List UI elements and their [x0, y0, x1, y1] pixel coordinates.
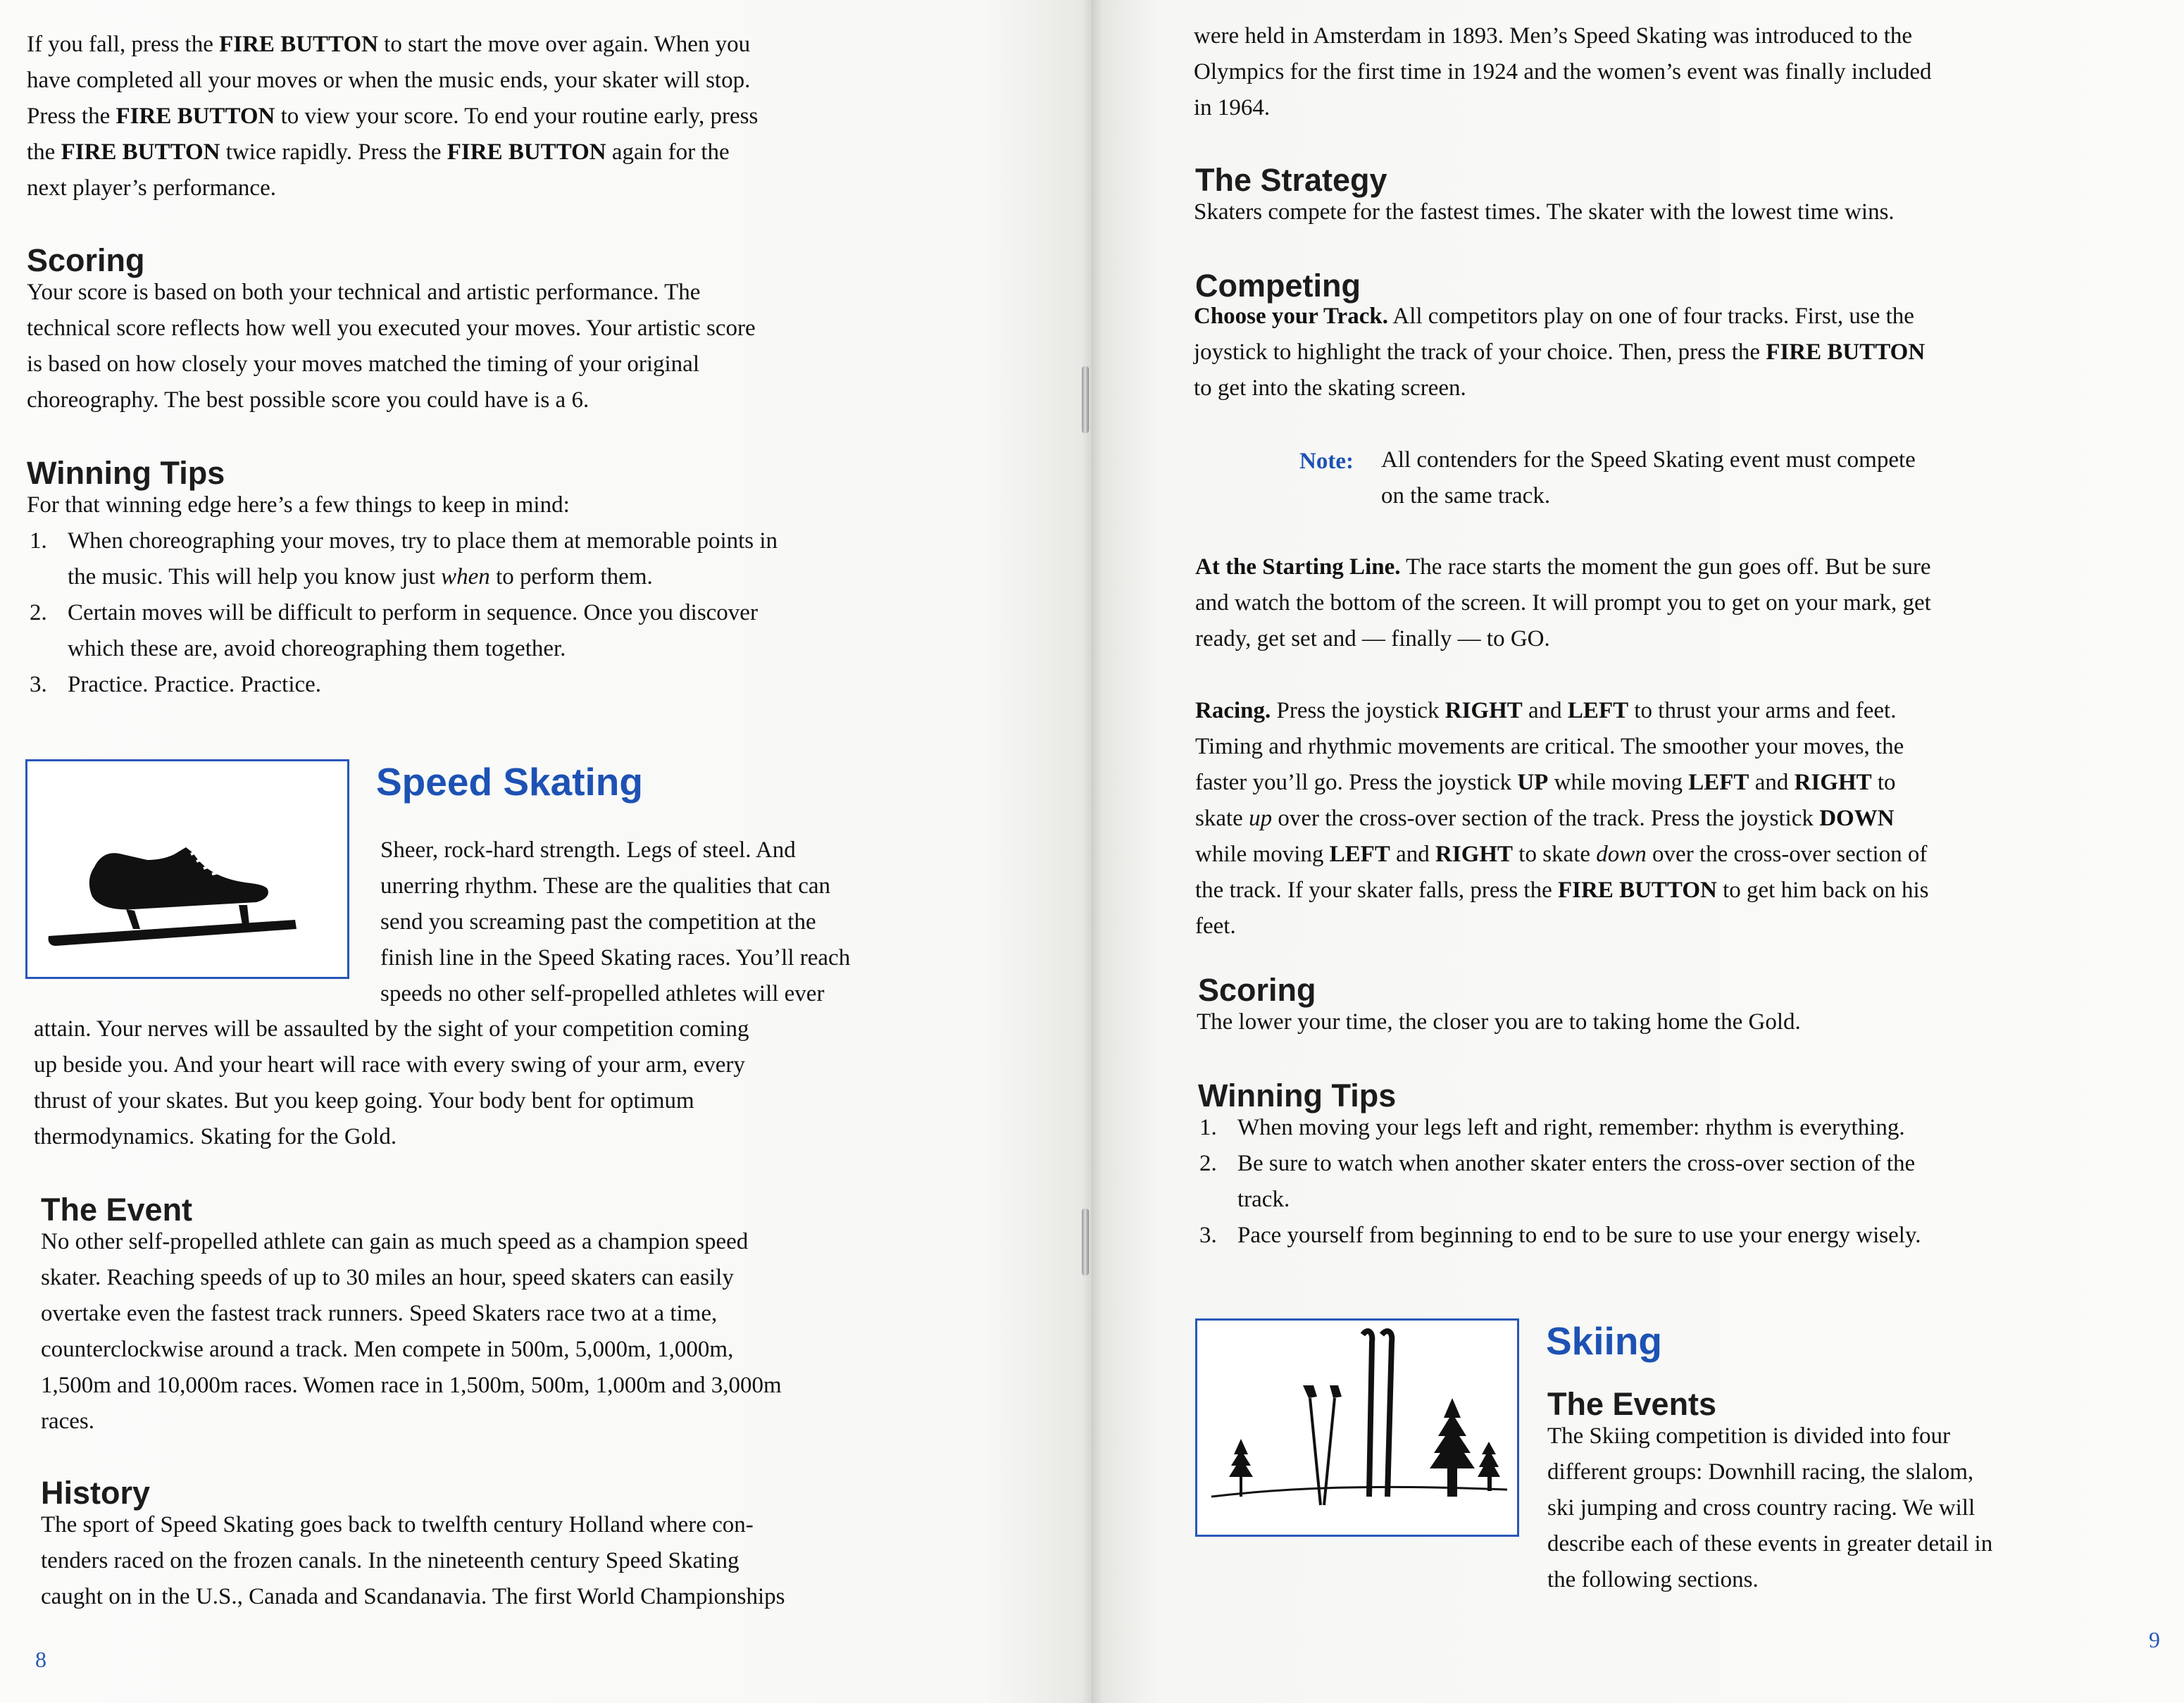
text-line: describe each of these events in greater detail in [1547, 1531, 1993, 1557]
text-line: Racing. Press the joystick RIGHT and LEFT to thrust your arms and feet. [1195, 698, 1897, 723]
speed-skating-illustration [25, 759, 349, 979]
strategy-heading: The Strategy [1195, 162, 1387, 198]
text-line: ready, get set and — finally — to GO. [1195, 626, 1550, 651]
text-line: No other self-propelled athlete can gain as much speed as a champion speed [41, 1229, 749, 1254]
competing-text [1194, 299, 1925, 406]
text-line: to get into the skating screen. [1194, 375, 1466, 401]
text-line: on the same track. [1381, 483, 1551, 509]
text-line: up beside you. And your heart will race with every swing of your arm, every [34, 1052, 745, 1078]
text-line: Olympics for the first time in 1924 and the women’s event was finally included [1194, 59, 1932, 85]
text-line: speeds no other self-propelled athletes will ever [380, 981, 825, 1006]
text-line: races. [41, 1409, 95, 1434]
text-line: the following sections. [1547, 1567, 1759, 1592]
text-line: in 1964. [1194, 95, 1271, 120]
text-line: skate up over the cross-over section of the track. Press the joystick DOWN [1195, 806, 1895, 831]
text-line: different groups: Downhill racing, the slalom, [1547, 1459, 1974, 1485]
list-number: 1. [1199, 1115, 1217, 1140]
text-line: is based on how closely your moves matched the timing of your original [27, 351, 699, 377]
text-line: skater. Reaching speeds of up to 30 miles an hour, speed skaters can easily [41, 1265, 734, 1290]
list-item [30, 595, 1016, 667]
text-line: The Skiing competition is divided into four [1547, 1423, 1950, 1449]
history-continued-text [1194, 18, 1932, 126]
text-line: Pace yourself from beginning to end to be sure to use your energy wisely. [1237, 1223, 1921, 1248]
racing-text [1195, 693, 1929, 944]
text-line: Choose your Track. All competitors play on one of four tracks. First, use the [1194, 304, 1914, 329]
text-line: tenders raced on the frozen canals. In the nineteenth century Speed Skating [41, 1548, 740, 1573]
text-line: Practice. Practice. Practice. [68, 672, 322, 697]
text-line: Sheer, rock-hard strength. Legs of steel. And [380, 837, 796, 863]
text-line: the FIRE BUTTON twice rapidly. Press the FIRE BUTTON again for the [27, 139, 730, 165]
text-line: unerring rhythm. These are the qualities that can [380, 873, 831, 899]
left-tips-intro: For that winning edge here’s a few things to keep in mind: [27, 492, 570, 518]
events-text [1547, 1418, 1992, 1598]
text-line: faster you’ll go. Press the joystick UP while moving LEFT and RIGHT to [1195, 770, 1896, 795]
text-line: feet. [1195, 913, 1236, 939]
list-item [30, 667, 1016, 703]
right-page [1092, 0, 2184, 1703]
text-line: overtake even the fastest track runners. Speed Skaters race two at a time, [41, 1301, 718, 1326]
list-item [1199, 1218, 2171, 1254]
list-item [1199, 1146, 2171, 1218]
text-line: technical score reflects how well you executed your moves. Your artistic score [27, 316, 756, 341]
text-line: next player’s performance. [27, 175, 276, 201]
text-line: Certain moves will be difficult to perform in sequence. Once you discover [68, 600, 758, 625]
text-line: have completed all your moves or when the music ends, your skater will stop. [27, 68, 751, 93]
right-scoring-text [1197, 1004, 1801, 1040]
list-number: 3. [1199, 1223, 1217, 1248]
text-line: thermodynamics. Skating for the Gold. [34, 1124, 397, 1149]
text-line: the track. If your skater falls, press the FIRE BUTTON to get him back on his [1195, 878, 1929, 903]
speed-skating-side-text [380, 832, 850, 1012]
skiing-heading: Skiing [1546, 1319, 1663, 1363]
text-line: Be sure to watch when another skater enters the cross-over section of the [1237, 1151, 1916, 1176]
text-line: If you fall, press the FIRE BUTTON to start the move over again. When you [27, 32, 751, 57]
text-line: joystick to highlight the track of your choice. Then, press the FIRE BUTTON [1194, 339, 1926, 365]
competing-heading: Competing [1195, 268, 1361, 304]
left-scoring-text [27, 275, 756, 418]
text-line: All contenders for the Speed Skating event must compete [1381, 447, 1916, 473]
text-line: 1,500m and 10,000m races. Women race in 1,500m, 500m, 1,000m and 3,000m [41, 1373, 782, 1398]
event-text [41, 1224, 782, 1440]
history-heading: History [41, 1475, 151, 1511]
list-number: 2. [1199, 1151, 1217, 1176]
right-tips-list [1199, 1110, 2171, 1254]
text-line: caught on in the U.S., Canada and Scandanavia. The first World Championships [41, 1584, 785, 1609]
list-number: 2. [30, 600, 47, 625]
list-number: 1. [30, 528, 47, 554]
text-line: the music. This will help you know just when to perform them. [68, 564, 653, 590]
text-line: send you screaming past the competition at the [380, 909, 816, 935]
skiing-illustration [1195, 1318, 1519, 1537]
text-line: ski jumping and cross country racing. We will [1547, 1495, 1976, 1521]
left-intro [27, 27, 758, 206]
text-line: Skaters compete for the fastest times. The skater with the lowest time wins. [1194, 199, 1895, 225]
text-line: while moving LEFT and RIGHT to skate down over the cross-over section of [1195, 842, 1928, 867]
event-heading: The Event [41, 1192, 193, 1228]
text-line: The sport of Speed Skating goes back to twelfth century Holland where con- [41, 1512, 754, 1537]
text-line: When moving your legs left and right, remember: rhythm is everything. [1237, 1115, 1905, 1140]
strategy-text [1194, 194, 1895, 230]
text-line: The lower your time, the closer you are to taking home the Gold. [1197, 1009, 1801, 1035]
text-line: attain. Your nerves will be assaulted by the sight of your competition coming [34, 1016, 749, 1042]
left-tips-heading: Winning Tips [27, 455, 225, 491]
speed-skating-heading: Speed Skating [376, 760, 643, 804]
ski-scene-icon [1197, 1321, 1517, 1535]
text-line: Press the FIRE BUTTON to view your score. To end your routine early, press [27, 104, 759, 129]
text-line: track. [1237, 1187, 1290, 1212]
text-line: finish line in the Speed Skating races. You’ll reach [380, 945, 851, 971]
starting-line-text [1195, 549, 1931, 657]
staple-top [1082, 366, 1089, 433]
text-line: which these are, avoid choreographing them together. [68, 636, 566, 661]
page-number-left: 8 [35, 1647, 46, 1672]
right-tips-heading: Winning Tips [1198, 1078, 1397, 1114]
text-line: were held in Amsterdam in 1893. Men’s Speed Skating was introduced to the [1194, 23, 1913, 49]
text-line: thrust of your skates. But you keep going. Your body bent for optimum [34, 1088, 694, 1114]
events-heading: The Events [1547, 1386, 1717, 1422]
text-line: choreography. The best possible score you could have is a 6. [27, 387, 589, 413]
left-scoring-heading: Scoring [27, 242, 145, 278]
text-line: and watch the bottom of the screen. It will prompt you to get on your mark, get [1195, 590, 1931, 616]
left-tips-list [30, 523, 1016, 703]
note-text [1381, 442, 1916, 514]
page-number-right: 9 [2149, 1627, 2160, 1652]
text-line: Timing and rhythmic movements are critical. The smoother your moves, the [1195, 734, 1904, 759]
book-gutter [1082, 0, 1103, 1703]
speed-skate-icon [27, 761, 347, 977]
text-line: When choreographing your moves, try to place them at memorable points in [68, 528, 778, 554]
note-label: Note: [1299, 449, 1354, 474]
text-line: At the Starting Line. The race starts the moment the gun goes off. But be sure [1195, 554, 1931, 580]
text-line: Your score is based on both your technical and artistic performance. The [27, 280, 701, 305]
history-text [41, 1507, 785, 1615]
text-line: counterclockwise around a track. Men compete in 500m, 5,000m, 1,000m, [41, 1337, 734, 1362]
right-scoring-heading: Scoring [1198, 972, 1316, 1008]
list-item [30, 523, 1016, 595]
speed-skating-text [34, 1011, 749, 1155]
list-number: 3. [30, 672, 47, 697]
staple-bottom [1082, 1209, 1089, 1275]
list-item [1199, 1110, 2171, 1146]
